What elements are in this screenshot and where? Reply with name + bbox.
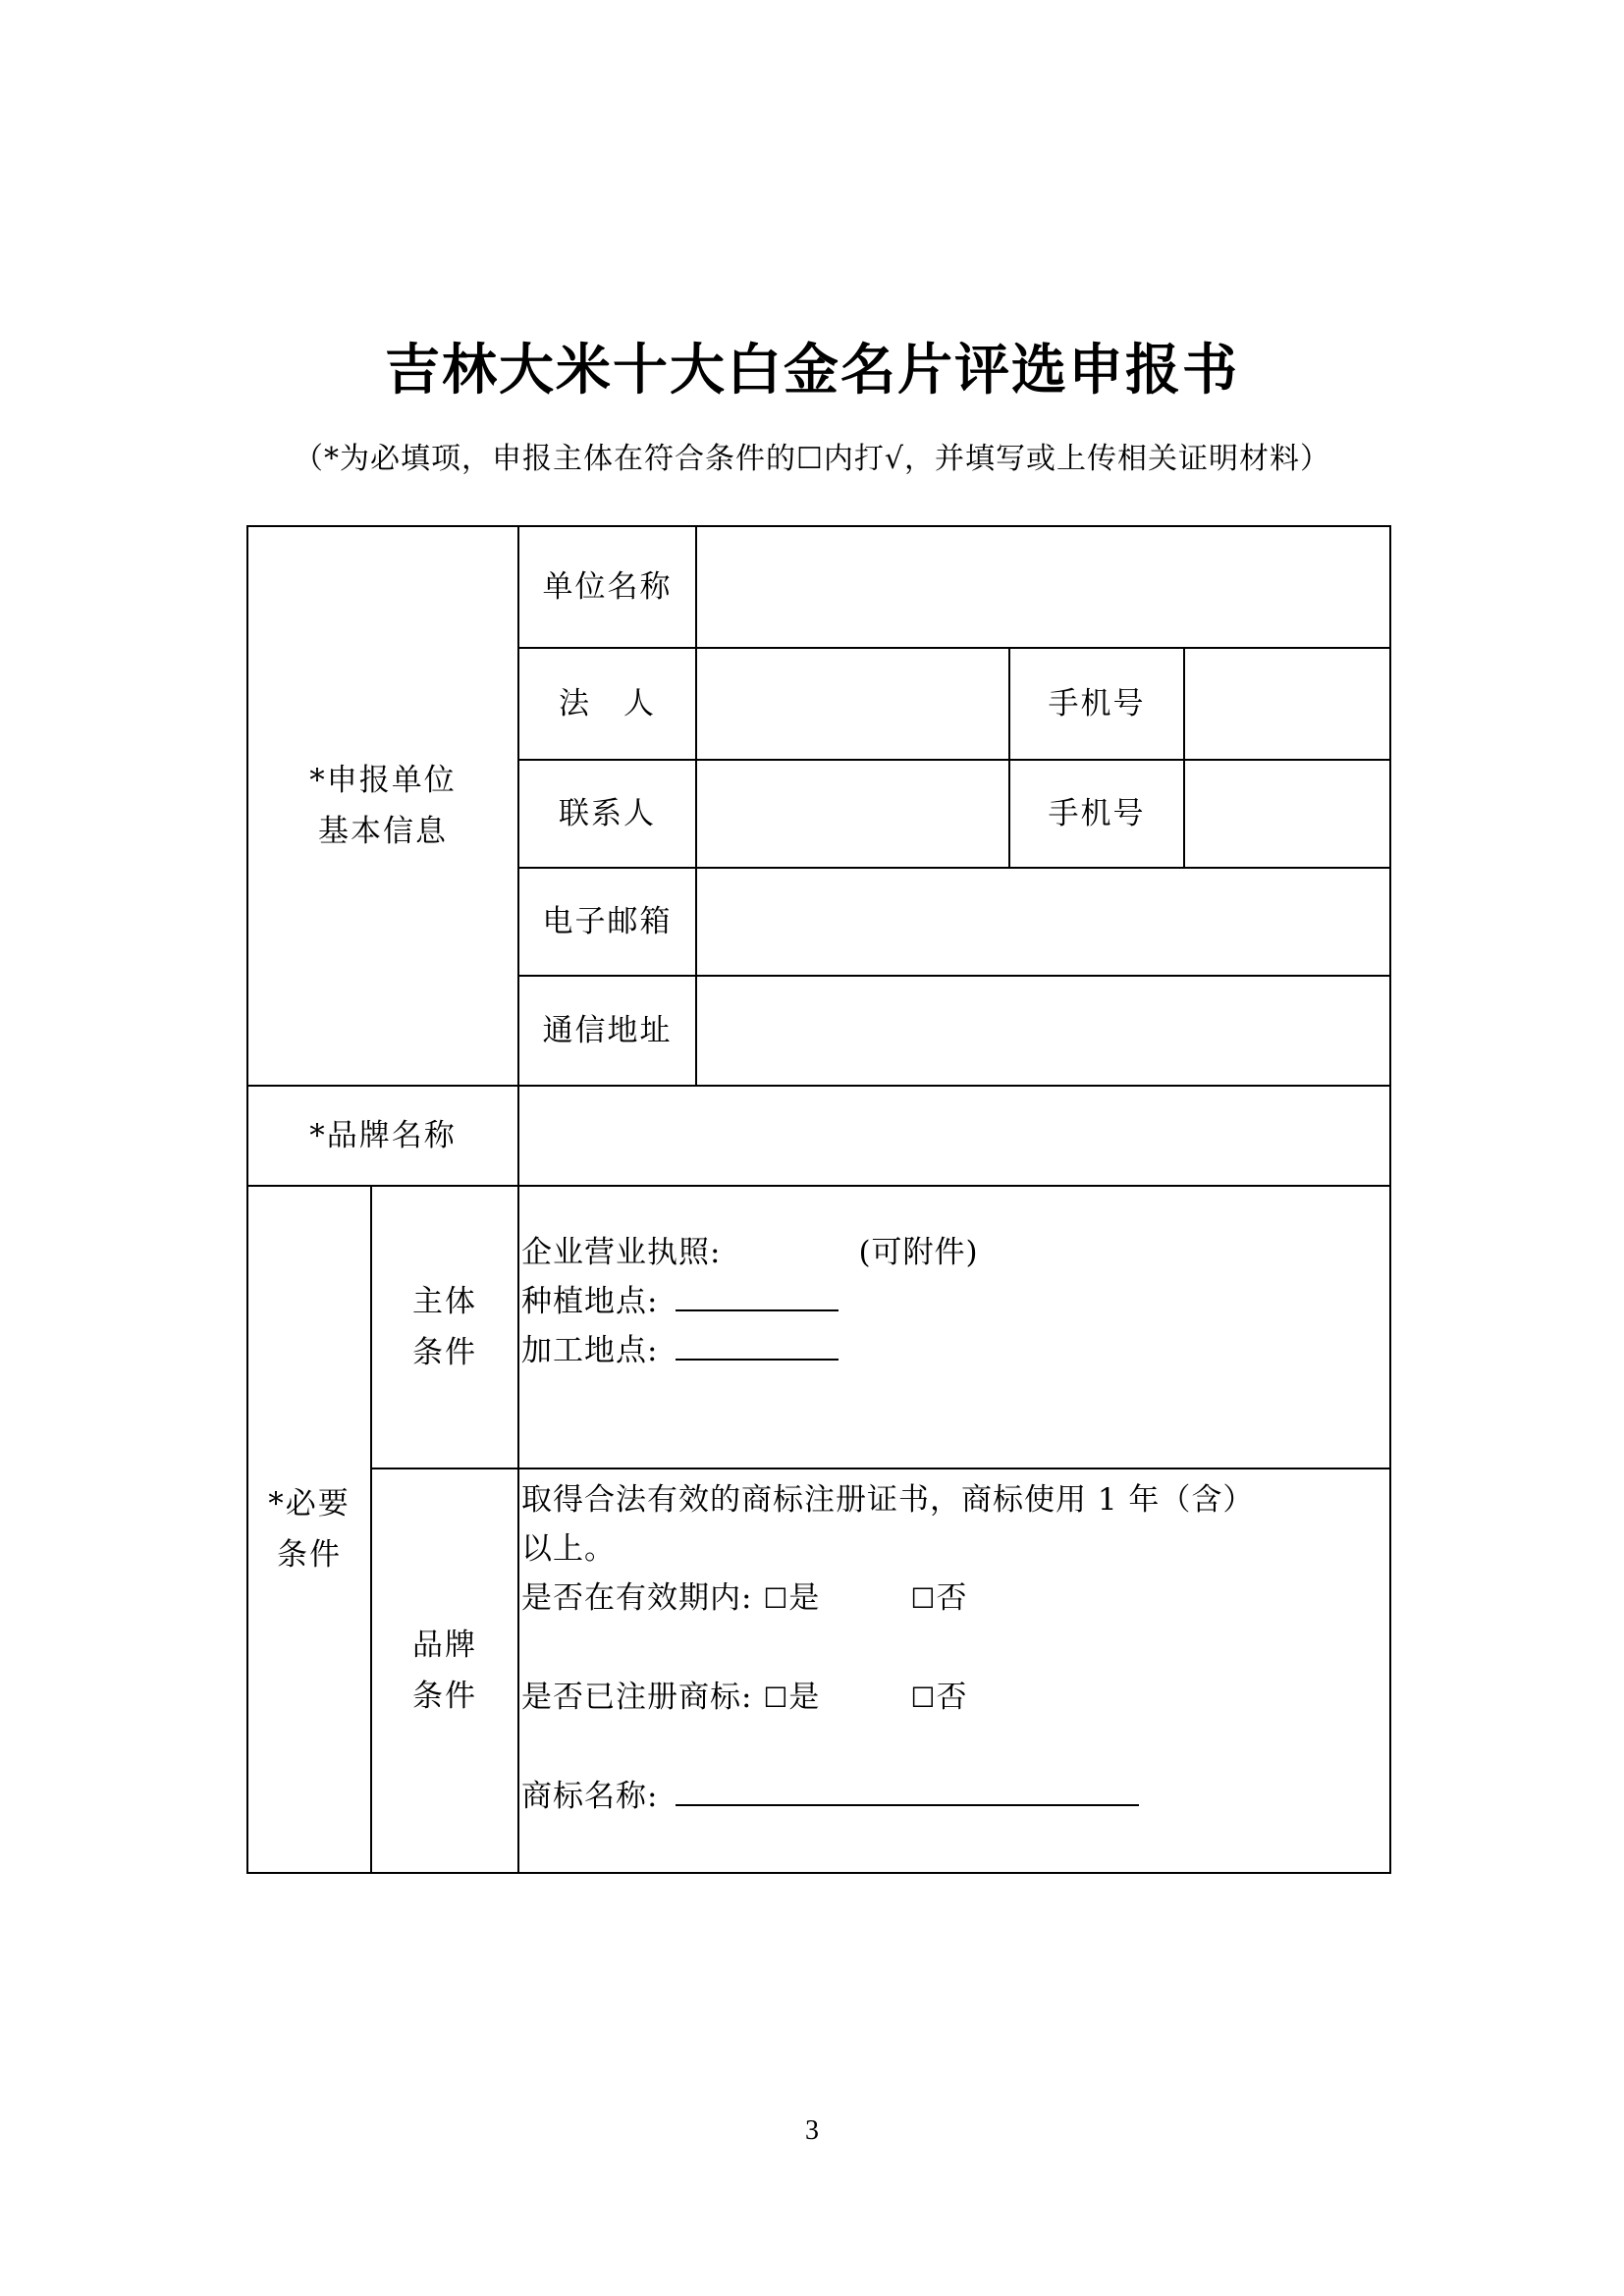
brand-requirement-line-1: 取得合法有效的商标注册证书，商标使用 1 年（含） xyxy=(521,1482,1255,1518)
legal-person-label: 法 人 xyxy=(518,648,696,760)
unit-name-label: 单位名称 xyxy=(518,526,696,648)
valid-period-question: 是否在有效期内: xyxy=(521,1580,753,1616)
basic-info-label-line-2: 基本信息 xyxy=(318,814,448,849)
valid-yes-label: 是 xyxy=(788,1580,821,1616)
processing-site-input-line[interactable] xyxy=(676,1329,839,1361)
application-form-table xyxy=(246,525,1391,1874)
subject-label-line-2: 条件 xyxy=(412,1335,477,1370)
business-license-label: 企业营业执照: xyxy=(521,1235,722,1270)
processing-site-label: 加工地点: xyxy=(521,1333,659,1368)
brand-name-field[interactable] xyxy=(518,1086,1390,1186)
legal-person-field[interactable] xyxy=(696,648,1009,760)
brand-label-line-2: 条件 xyxy=(412,1679,477,1714)
legal-person-phone-field[interactable] xyxy=(1184,648,1390,760)
subject-conditions-content xyxy=(518,1186,1390,1468)
subject-conditions-label xyxy=(371,1186,518,1468)
contact-phone-label: 手机号 xyxy=(1009,760,1184,868)
conditions-label-line-2: 条件 xyxy=(277,1537,342,1573)
address-field[interactable] xyxy=(696,976,1390,1086)
registered-question: 是否已注册商标: xyxy=(521,1680,753,1715)
registered-no-label: 否 xyxy=(936,1680,968,1715)
unit-name-field[interactable] xyxy=(696,526,1390,648)
valid-no-checkbox[interactable]: ☐ xyxy=(910,1582,937,1615)
contact-field[interactable] xyxy=(696,760,1009,868)
basic-info-label-line-1: *申报单位 xyxy=(309,763,457,798)
attachment-note: (可附件) xyxy=(858,1235,979,1270)
registered-no-checkbox[interactable]: ☐ xyxy=(910,1682,937,1714)
address-label: 通信地址 xyxy=(518,976,696,1086)
trademark-name-line xyxy=(521,1772,1389,1821)
brand-conditions-label xyxy=(371,1468,518,1873)
registered-yes-checkbox[interactable]: ☐ xyxy=(763,1682,789,1714)
brand-label-line-1: 品牌 xyxy=(412,1628,477,1663)
document-subtitle: （*为必填项，申报主体在符合条件的☐内打√，并填写或上传相关证明材料） xyxy=(293,442,1330,476)
page-number: 3 xyxy=(805,2115,819,2146)
planting-site-input-line[interactable] xyxy=(676,1280,839,1311)
processing-site-line xyxy=(521,1326,1389,1375)
valid-no-label: 否 xyxy=(936,1580,968,1616)
document-title: 吉林大米十大白金名片评选申报书 xyxy=(385,339,1239,402)
brand-requirement-line-2: 以上。 xyxy=(521,1531,616,1567)
basic-info-section-label xyxy=(247,526,518,1086)
registered-line xyxy=(521,1673,1389,1723)
contact-label: 联系人 xyxy=(518,760,696,868)
registered-yes-label: 是 xyxy=(788,1680,821,1715)
valid-period-line xyxy=(521,1574,1389,1624)
conditions-section-label xyxy=(247,1186,371,1873)
planting-site-line xyxy=(521,1277,1389,1326)
brand-conditions-content xyxy=(518,1468,1390,1873)
business-license-line xyxy=(521,1228,1389,1277)
legal-person-phone-label: 手机号 xyxy=(1009,648,1184,760)
planting-site-label: 种植地点: xyxy=(521,1284,659,1319)
contact-phone-field[interactable] xyxy=(1184,760,1390,868)
email-label: 电子邮箱 xyxy=(518,868,696,976)
trademark-name-input-line[interactable] xyxy=(676,1775,1139,1806)
email-field[interactable] xyxy=(696,868,1390,976)
trademark-name-label: 商标名称: xyxy=(521,1779,659,1814)
valid-yes-checkbox[interactable]: ☐ xyxy=(763,1582,789,1615)
conditions-label-line-1: *必要 xyxy=(268,1486,351,1522)
subject-label-line-1: 主体 xyxy=(412,1284,477,1319)
brand-name-label: *品牌名称 xyxy=(247,1086,518,1186)
